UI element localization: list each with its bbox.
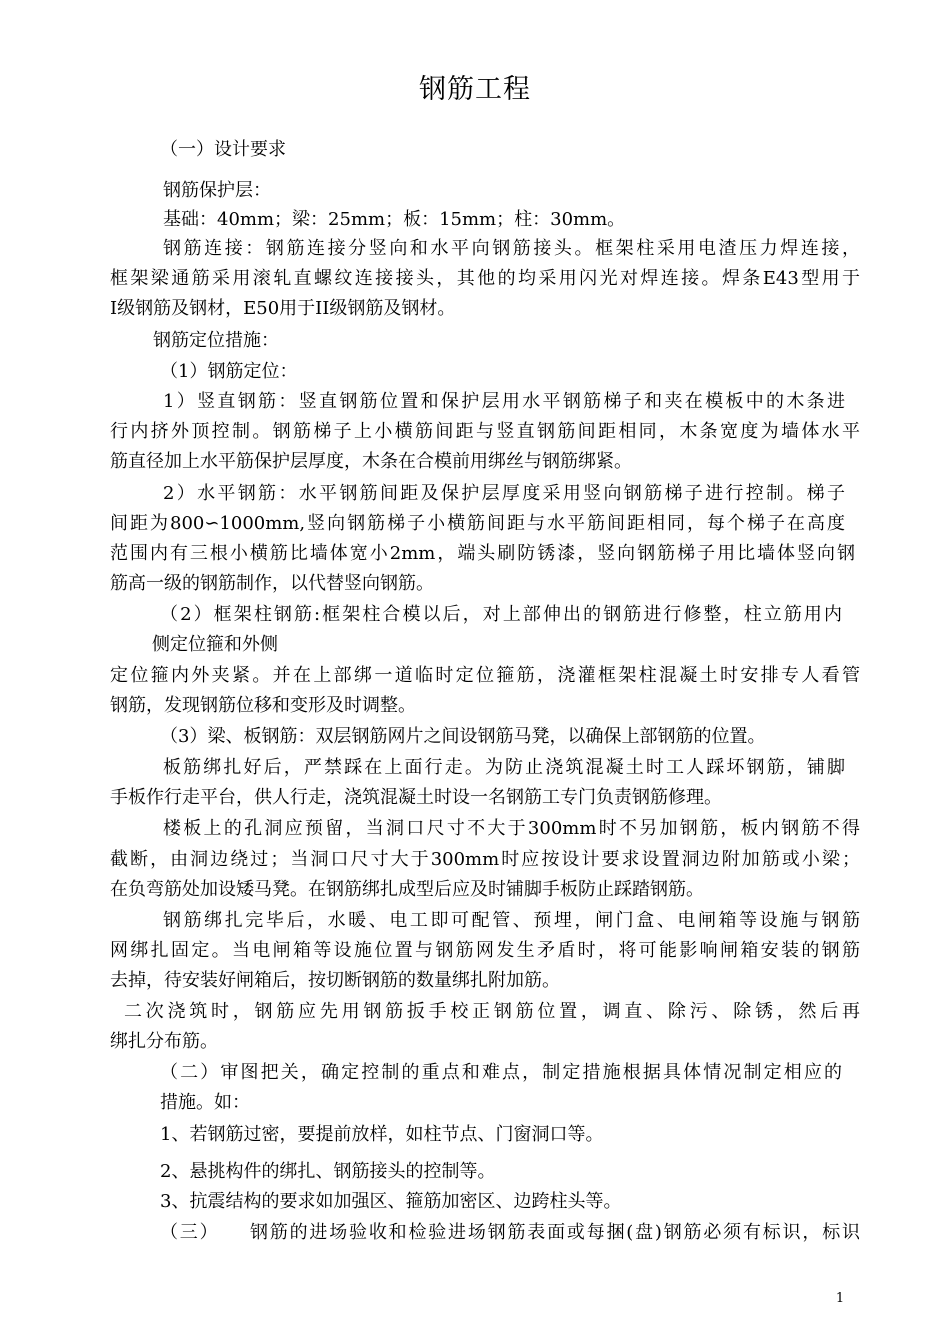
text-line: 钢筋保护层： [163,180,271,201]
section-heading-1: （一）设计要求 [160,139,286,160]
text-line: 定位箍内外夹紧。并在上部绑一道临时定位箍筋，浇灌框架柱混凝土时安排专人看管 [110,665,860,686]
section-heading-2: （二）审图把关，确定控制的重点和难点，制定措施根据具体情况制定相应的 [160,1062,842,1083]
text-line: 钢筋定位措施： [153,330,279,351]
text-line: （2）框架柱钢筋:框架柱合模以后，对上部伸出的钢筋进行修整，柱立筋用内 [160,604,842,625]
text-line: 板筋绑扎好后，严禁踩在上面行走。为防止浇筑混凝土时工人踩坏钢筋，铺脚 [163,757,845,778]
text-line: 网绑扎固定。当电闸箱等设施位置与钢筋网发生矛盾时，将可能影响闸箱安装的钢筋 [110,940,860,961]
page-number: 1 [835,1291,845,1306]
text-line: 截断，由洞边绕过；当洞口尺寸大于300mm时应按设计要求设置洞边附加筋或小梁； [110,849,860,870]
text-line: （1）钢筋定位： [160,361,298,382]
text-line: I级钢筋及钢材，E50用于II级钢筋及钢材。 [110,298,456,319]
text-line: 间距为800∽1000mm,竖向钢筋梯子小横筋间距与水平筋间距相同，每个梯子在高度 [110,513,845,534]
section-heading-3: （三） 钢筋的进场验收和检验进场钢筋表面或每捆(盘)钢筋必须有标识，标识 [160,1222,860,1243]
text-line: 范围内有三根小横筋比墙体宽小2mm，端头刷防锈漆，竖向钢筋梯子用比墙体竖向钢 [110,543,855,564]
list-item: 2、悬挑构件的绑扎、钢筋接头的控制等。 [160,1161,496,1182]
text-line: 2）水平钢筋：水平钢筋间距及保护层厚度采用竖向钢筋梯子进行控制。梯子 [163,483,845,504]
text-line: 去掉，待安装好闸箱后，按切断钢筋的数量绑扎附加筋。 [110,970,560,991]
text-line: 绑扎分布筋。 [110,1031,218,1052]
text-line: 筋直径加上水平筋保护层厚度，木条在合模前用绑丝与钢筋绑紧。 [110,451,632,472]
text-line: 楼板上的孔洞应预留，当洞口尺寸不大于300mm时不另加钢筋，板内钢筋不得 [163,818,860,839]
text-line: 手板作行走平台，供人行走，浇筑混凝土时设一名钢筋工专门负责钢筋修理。 [110,787,722,808]
text-line: 框架梁通筋采用滚轧直螺纹连接接头，其他的均采用闪光对焊连接。焊条E43型用于 [110,268,860,289]
text-line: 侧定位箍和外侧 [152,634,278,655]
text-line: 钢筋，发现钢筋位移和变形及时调整。 [110,695,416,716]
text-line: 措施。如： [160,1092,250,1113]
document-title: 钢筋工程 [419,74,531,105]
list-item: 1、若钢筋过密，要提前放样，如柱节点、门窗洞口等。 [160,1124,604,1145]
text-line: 基础：40mm；梁：25mm；板：15mm；柱：30mm。 [163,209,626,230]
text-line: 钢筋绑扎完毕后，水暖、电工即可配管、预埋，闸门盒、电闸箱等设施与钢筋 [163,910,860,931]
text-line: 1）竖直钢筋：竖直钢筋位置和保护层用水平钢筋梯子和夹在模板中的木条进 [163,391,845,412]
text-line: 行内挤外顶控制。钢筋梯子上小横筋间距与竖直钢筋间距相同，木条宽度为墙体水平 [110,421,860,442]
text-line: 筋高一级的钢筋制作，以代替竖向钢筋。 [110,573,434,594]
text-line: 钢筋连接：钢筋连接分竖向和水平向钢筋接头。框架柱采用电渣压力焊连接， [163,238,860,259]
text-line: 二次浇筑时，钢筋应先用钢筋扳手校正钢筋位置，调直、除污、除锈，然后再 [124,1001,860,1022]
list-item: 3、抗震结构的要求如加强区、箍筋加密区、边跨柱头等。 [160,1191,622,1212]
text-line: 在负弯筋处加设矮马凳。在钢筋绑扎成型后应及时铺脚手板防止踩踏钢筋。 [110,879,704,900]
text-line: （3）梁、板钢筋：双层钢筋网片之间设钢筋马凳，以确保上部钢筋的位置。 [160,726,766,747]
